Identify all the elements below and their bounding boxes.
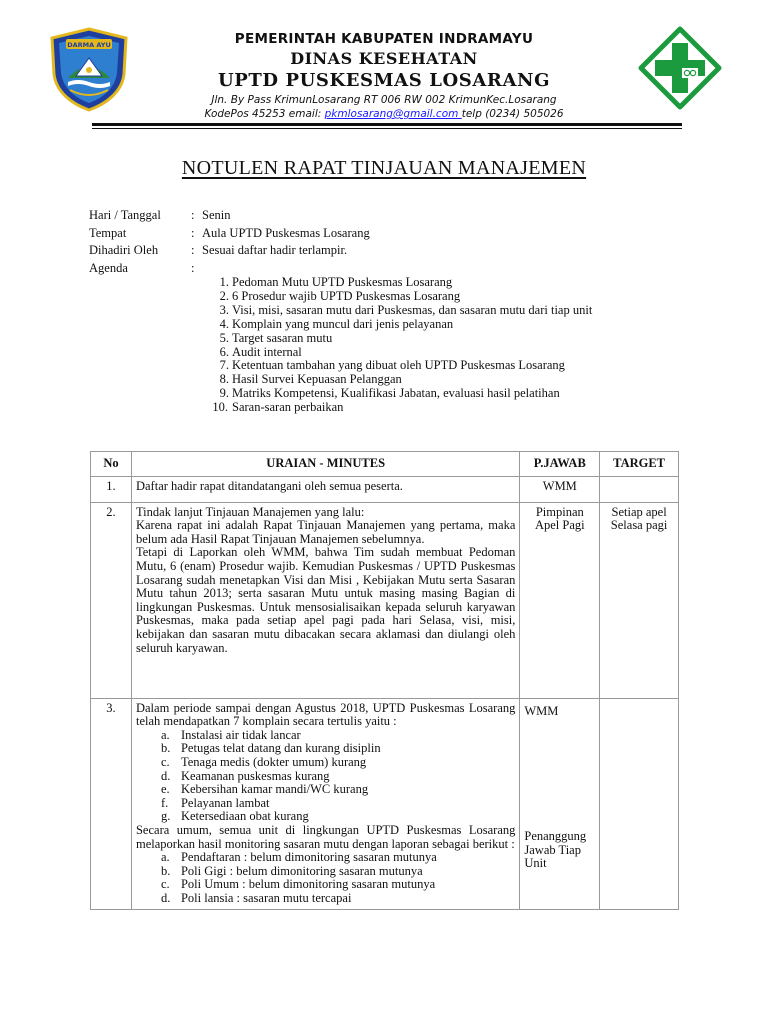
row-uraian: Daftar hadir rapat ditandatangani oleh semua peserta.: [131, 476, 519, 502]
monitoring-list: [136, 851, 515, 905]
letterhead-rule-thin: [92, 128, 682, 129]
list-item: a. Pendaftaran : belum dimonitoring sasaran mutunya: [160, 850, 437, 865]
row2-lead: Tindak lanjut Tinjauan Manajemen yang lalu:: [135, 504, 365, 519]
row-pj: WMM: [520, 476, 600, 502]
list-item: f. Pelayanan lambat: [160, 795, 270, 810]
header-pj: P.JAWAB: [520, 452, 600, 477]
letterhead-department: DINAS KESEHATAN: [290, 49, 478, 68]
agenda-item: 5. Target sasaran mutu: [219, 330, 333, 345]
document-page: DARMA AYU PEMERINTAH KABUPATEN INDRAMAYU DINAS KESEHATAN UPTD PUSKESMAS LOSARANG Jln. By Pass KrimunLosarang RT 006 RW 002 KrimunKec.Losarang KodePos 45253 email: pkmlosarang@gmail.com telp (0234) 505026 NOTULEN RAPAT TINJAUAN MANAJEMEN Hari / Tanggal : Senin Tempat : Aula UPTD Puskesmas Losarang Dihadiri Oleh : Sesuai daftar hadir terlampir. Agenda : 1. Pedoman Mutu UPTD Puskesmas Losarang 2. 6 Prosedur wajib UPTD Puskesmas Losarang 3. Visi, misi, sasaran mutu dari Puskesmas, dan sasaran mutu dari tiap unit 4. Komplain yang muncul dari jenis pelayanan 5. Target sasaran mutu 6. Audit internal 7. Ketentuan tambahan yang dibuat oleh UPTD Puskesmas Losarang 8. Hasil Survei Kepuasan Pelanggan 9. Matriks Kompetensi, Kualifikasi Jabatan, evaluasi hasil pelatihan 10. Saran-saran perbaikan No URAIAN - MINUTES P.JAWAB TARGET 1. Daftar hadir rapat ditandatangani oleh semua peserta. WMM 2. Tindak lanjut Tinjauan Manajemen yang lalu: Karena rapat ini adalah Rapat Tinjauan Manajemen yang pertama, maka belum ada Hasil Rapat Tinjauan Manajemen sebelumnya. Tetapi di Laporkan oleh WMM, bahwa Tim sudah membuat Pedoman Mutu, 6 (enam) Prosedur wajib. Kemudian Puskesmas / UPTD Puskesmas Losarang sudah menetapkan Visi dan Misi , Kebijakan Mutu serta Sasaran Mutu tahun 2013; serta sasaran Mutu untuk masing masing Bagian di lingkungan Puskesmas. Untuk mensosialisaikan kepada seluruh karyawan Puskesmas, maka pada setiap apel pagi pada hari Selasa, visi, misi, kebijakan dan sasaran mutu dibacakan secara aklamasi dan diulangi oleh seluruh karyawan. Pimpinan Apel Pagi Setiap apel Selasa pagi 3. Dalam periode sampai dengan Agustus 2018, UPTD Puskesmas Losarang telah mendapatkan 7 komplain secara tertulis yaitu : a. Instalasi air tidak lancar b. Petugas telat datang dan kurang disiplin c. Tenaga medis (dokter umum) kurang d. Keamanan puskesmas kurang e. Kebersihan kamar mandi/WC kurang f. Pelayanan lambat g. Ketersediaan obat kurang Secara umum, semua unit di lingkungan UPTD Puskesmas Losarang melaporkan hasil monitoring sasaran mutu dengan laporan sebagai berikut : a. Pendaftaran : belum dimonitoring sasaran mutunya b. Poli Gigi : belum dimonitoring sasaran mutunya c. Poli Umum : belum dimonitoring sasaran mutunya d. Poli lansia : sasaran mutu tercapai WMM Penanggung Jawab Tiap Unit: [0, 0, 768, 1024]
row2-paragraph-1: Karena rapat ini adalah Rapat Tinjauan Manajemen yang pertama, maka belum ada Hasil Rapat Tinjauan Manajemen sebelumnya.: [135, 518, 516, 546]
row3-pj-2: Penanggung Jawab Tiap Unit: [524, 829, 587, 871]
document-title: NOTULEN RAPAT TINJAUAN MANAJEMEN: [181, 157, 587, 179]
letterhead-government: PEMERINTAH KABUPATEN INDRAMAYU: [234, 31, 534, 47]
table-header-row: [91, 452, 679, 477]
agenda-item: 6. Audit internal: [219, 344, 302, 359]
row-target: [600, 698, 679, 909]
agenda-item: 8. Hasil Survei Kepuasan Pelanggan: [219, 372, 402, 387]
row-target: Setiap apel Selasa pagi: [600, 502, 679, 698]
row-no: 1.: [91, 476, 132, 502]
agenda-item: 7. Ketentuan tambahan yang dibuat oleh UPTD Puskesmas Losarang: [219, 358, 565, 373]
list-item: c. Tenaga medis (dokter umum) kurang: [160, 754, 367, 769]
row3-intro: Dalam periode sampai dengan Agustus 2018, UPTD Puskesmas Losarang telah mendapatkan 7 komplain secara tertulis yaitu :: [135, 700, 516, 729]
list-item: c. Poli Umum : belum dimonitoring sasaran mutunya: [160, 877, 436, 892]
row3-monitoring-intro: Secara umum, semua unit di lingkungan UPTD Puskesmas Losarang melaporkan hasil monitoring sasaran mutu dengan laporan sebagai berikut :: [135, 822, 516, 851]
header-target: TARGET: [600, 452, 679, 477]
letterhead-contact: [150, 107, 618, 121]
list-item: b. Poli Gigi : belum dimonitoring sasaran mutunya: [160, 863, 423, 878]
row2-paragraph-2: Tetapi di Laporkan oleh WMM, bahwa Tim sudah membuat Pedoman Mutu, 6 (enam) Prosedur wajib. Kemudian Puskesmas / UPTD Puskesmas Losarang sudah menetapkan Visi dan Misi , Kebijakan Mutu serta Sasaran Mutu tahun 2013; serta sasaran Mutu untuk masing masing Bagian di lingkungan Puskesmas. Untuk mensosialisaikan kepada seluruh karyawan Puskesmas, maka pada setiap apel pagi pada hari Selasa, visi, misi, kebijakan dan sasaran mutu dibacakan secara aklamasi dan diulangi oleh seluruh karyawan.: [135, 545, 516, 655]
email-link[interactable]: pkmlosarang@gmail.com: [324, 108, 462, 120]
row-no: 3.: [91, 698, 132, 909]
indramayu-emblem-logo: [46, 26, 132, 112]
agenda-item: 2. 6 Prosedur wajib UPTD Puskesmas Losarang: [219, 288, 461, 303]
letterhead-rule-thick: [92, 123, 682, 126]
list-item: d. Poli lansia : sasaran mutu tercapai: [160, 890, 352, 905]
list-item: e. Kebersihan kamar mandi/WC kurang: [160, 782, 369, 797]
agenda-item: 4. Komplain yang muncul dari jenis pelayanan: [219, 316, 454, 331]
puskesmas-cross-logo: [638, 26, 722, 110]
table-row: [91, 502, 679, 698]
list-item: d. Keamanan puskesmas kurang: [160, 768, 330, 783]
list-item: a. Instalasi air tidak lancar: [160, 727, 301, 742]
list-item: b. Petugas telat datang dan kurang disiplin: [160, 741, 381, 756]
agenda-item: 9. Matriks Kompetensi, Kualifikasi Jabatan, evaluasi hasil pelatihan: [219, 386, 560, 401]
agenda-item: 3. Visi, misi, sasaran mutu dari Puskesmas, dan sasaran mutu dari tiap unit: [219, 302, 593, 317]
agenda-item: 1. Pedoman Mutu UPTD Puskesmas Losarang: [219, 275, 453, 289]
letterhead-address: Jln. By Pass KrimunLosarang RT 006 RW 002 KrimunKec.Losarang: [211, 94, 557, 106]
letterhead: [150, 30, 618, 121]
header-no: No: [91, 452, 132, 477]
list-item: g. Ketersediaan obat kurang: [160, 809, 309, 824]
row3-pj-1: WMM: [524, 703, 559, 718]
header-uraian: URAIAN - MINUTES: [131, 452, 519, 477]
agenda-item: 10. Saran-saran perbaikan: [212, 400, 344, 415]
contact-prefix: KodePos 45253 email:: [204, 108, 325, 120]
contact-suffix: telp (0234) 505026: [461, 108, 564, 120]
letterhead-institution: UPTD PUSKESMAS LOSARANG: [217, 70, 551, 91]
row-uraian: [131, 502, 519, 698]
row-pj: [520, 698, 600, 909]
complaint-list: [136, 729, 515, 824]
row-uraian: [131, 698, 519, 909]
minutes-table: [90, 451, 679, 910]
row-target: [600, 476, 679, 502]
table-row: [91, 698, 679, 909]
row-pj: Pimpinan Apel Pagi: [520, 502, 600, 698]
row-no: 2.: [91, 502, 132, 698]
agenda-list: [213, 276, 592, 415]
table-row: [91, 476, 679, 502]
svg-text:DARMA AYU: DARMA AYU: [67, 41, 111, 49]
